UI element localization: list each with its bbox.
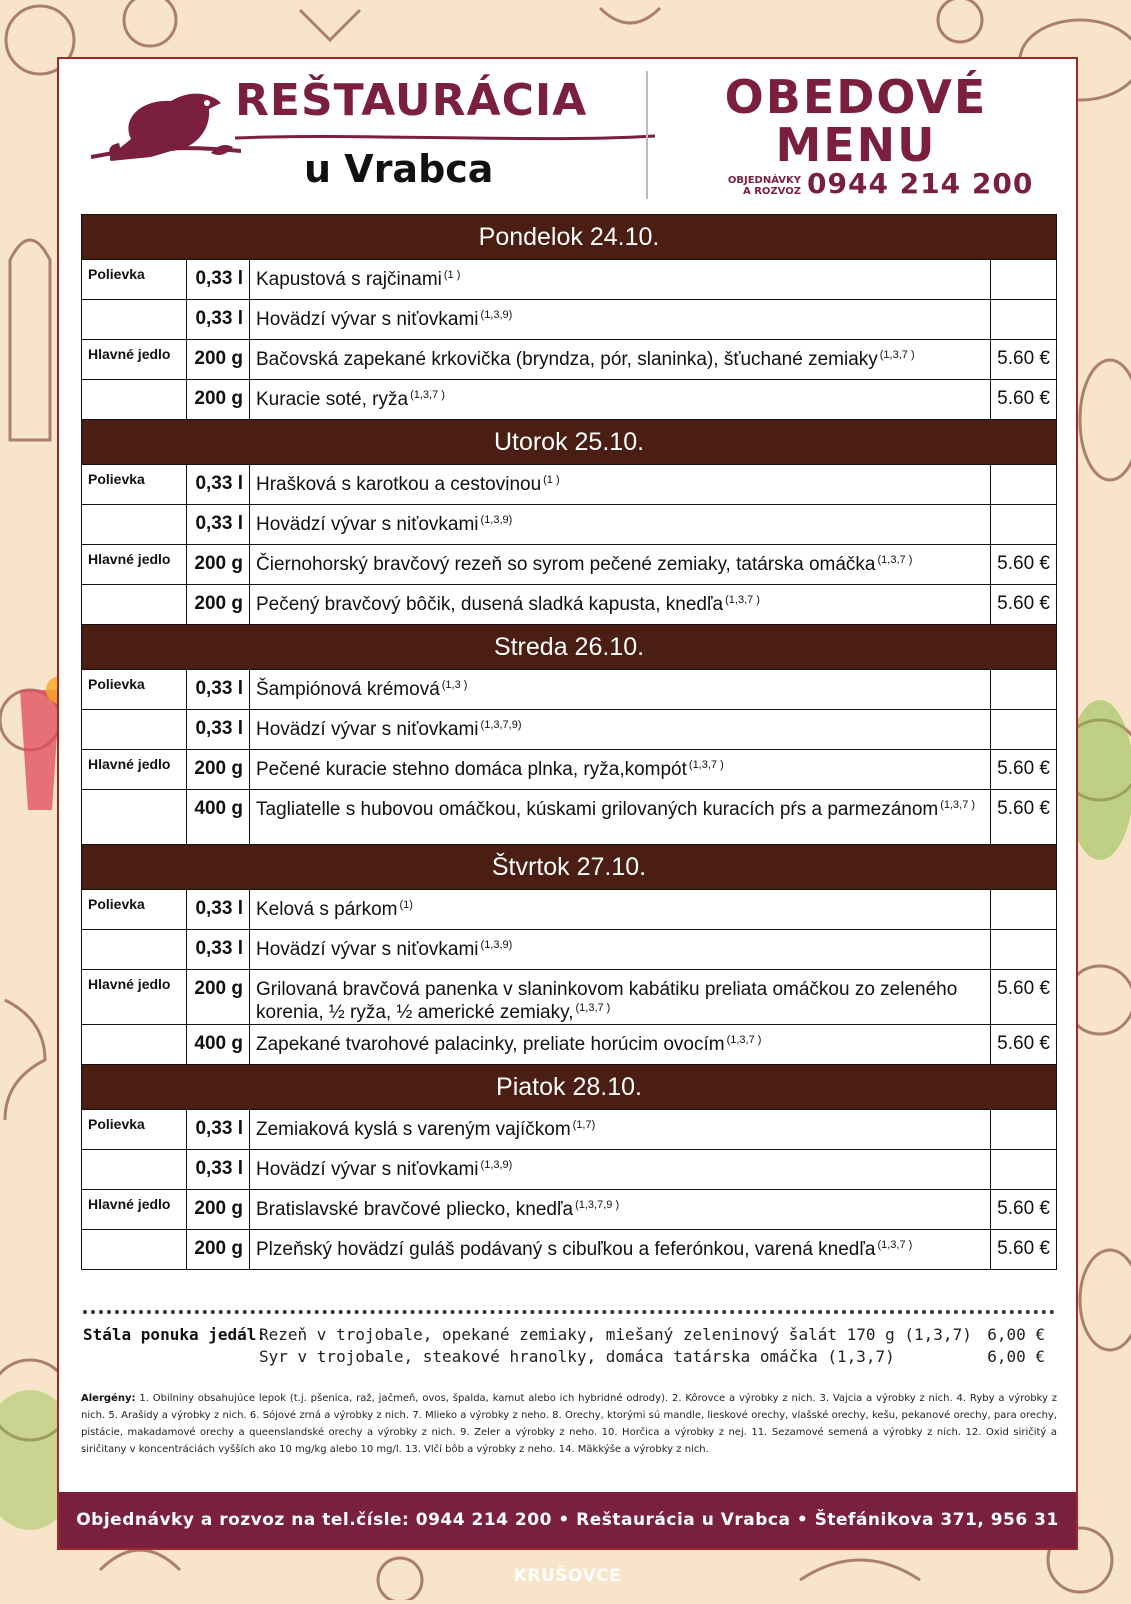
order-label [711,175,801,197]
menu-quantity: 0,33 l [187,1150,250,1190]
menu-row [82,750,1057,790]
order-phone[interactable]: 0944 214 200 [807,167,1034,200]
menu-row [82,380,1057,420]
menu-price: 5.60 € [991,380,1057,420]
menu-header [59,59,1076,211]
allergen-codes: (1,3,7 ) [879,349,915,361]
menu-quantity: 200 g [187,585,250,625]
menu-category: Polievka [82,890,187,930]
menu-dish [250,1150,991,1190]
menu-dish [250,505,991,545]
menu-dish [250,930,991,970]
day-title: Utorok 25.10. [82,420,1057,465]
menu-dish [250,465,991,505]
menu-category: Hlavné jedlo [82,750,187,790]
allergen-codes: (1,3,9) [480,939,513,951]
menu-row [82,1190,1057,1230]
day-title: Pondelok 24.10. [82,215,1057,260]
day-title: Štvrtok 27.10. [82,845,1057,890]
menu-quantity: 200 g [187,1190,250,1230]
menu-dish [250,340,991,380]
standing-offer-item: Rezeň v trojobale, opekané zemiaky, miešaný zeleninový šalát 170 g (1,3,7) [259,1325,972,1344]
menu-quantity: 400 g [187,790,250,845]
allergen-codes: (1,3,7 ) [575,1002,611,1014]
menu-category: Hlavné jedlo [82,970,187,1025]
menu-quantity: 0,33 l [187,260,250,300]
menu-category: Hlavné jedlo [82,545,187,585]
menu-row [82,1025,1057,1065]
allergen-codes: (1,3,7,9) [480,719,522,731]
allergen-codes: (1 ) [543,474,560,486]
allergen-codes: (1,3,9) [480,1159,513,1171]
dish-name: Kapustová s rajčinami [256,269,442,290]
menu-category [82,930,187,970]
menu-quantity: 0,33 l [187,300,250,340]
standing-offer-label: Stála ponuka jedál: [83,1325,267,1344]
menu-category [82,1025,187,1065]
menu-dish [250,1230,991,1270]
dish-name: Kuracie soté, ryža [256,389,409,410]
menu-dish [250,585,991,625]
menu-category [82,505,187,545]
branch-underline-icon [235,131,655,145]
menu-category: Polievka [82,465,187,505]
menu-category [82,710,187,750]
day-header [82,1065,1057,1110]
allergens-legend [81,1390,1057,1458]
day-header [82,420,1057,465]
day-header [82,625,1057,670]
menu-price [991,505,1057,545]
dish-name: Bratislavské bravčové pliecko, knedľa [256,1199,574,1220]
menu-price: 5.60 € [991,750,1057,790]
menu-price: 5.60 € [991,340,1057,380]
allergen-codes: (1,3,7 ) [725,594,760,606]
allergen-codes: (1) [399,899,413,911]
menu-price [991,300,1057,340]
menu-title-line1: OBEDOVÉ [724,70,988,124]
menu-dish [250,1190,991,1230]
dish-name: Šampiónová krémová [256,679,440,700]
menu-row [82,930,1057,970]
allergen-codes: (1,3,7,9 ) [575,1199,620,1211]
menu-dish [250,300,991,340]
menu-quantity: 200 g [187,1230,250,1270]
menu-row [82,790,1057,845]
standing-offer-price: 6,00 € [987,1347,1045,1366]
dish-name: Grilovaná bravčová panenka v slaninkovom kabátiku preliata omáčkou zo zeleného korenia, ½ ryža, ½ americké zemiaky, [256,979,958,1023]
order-label-line1: OBJEDNÁVKY [727,175,801,186]
menu-dish [250,670,991,710]
menu-quantity: 0,33 l [187,930,250,970]
menu-category [82,1150,187,1190]
menu-row [82,465,1057,505]
menu-dish [250,750,991,790]
menu-quantity: 0,33 l [187,1110,250,1150]
menu-price [991,930,1057,970]
allergen-codes: (1,3,7 ) [688,759,724,771]
menu-price: 5.60 € [991,545,1057,585]
menu-category [82,585,187,625]
menu-row [82,970,1057,1025]
dish-name: Kelová s párkom [256,899,398,920]
menu-row [82,545,1057,585]
menu-price [991,260,1057,300]
dish-name: Zemiaková kyslá s vareným vajíčkom [256,1119,571,1140]
menu-dish [250,545,991,585]
allergen-codes: (1,3,7 ) [410,389,445,401]
menu-quantity: 200 g [187,380,250,420]
menu-category [82,1230,187,1270]
day-header [82,215,1057,260]
menu-table [81,214,1057,1270]
dish-name: Hovädzí vývar s niťovkami [256,719,479,740]
menu-price: 5.60 € [991,1190,1057,1230]
dish-name: Zapekané tvarohové palacinky, preliate horúcim ovocím [256,1034,725,1055]
menu-price [991,1150,1057,1190]
menu-category: Polievka [82,260,187,300]
allergen-codes: (1,3,7 ) [726,1034,762,1046]
standing-offer-price: 6,00 € [987,1325,1045,1344]
header-divider [646,71,648,199]
menu-title [671,70,1041,172]
dish-name: Bačovská zapekané krkovička (bryndza, pór, slaninka), šťuchané zemiaky [256,349,878,370]
dish-name: Tagliatelle s hubovou omáčkou, kúskami grilovaných kuracích pŕs a parmezánom [256,799,939,820]
allergen-codes: (1,3 ) [441,679,468,691]
standing-offer-item: Syr v trojobale, steakové hranolky, domáca tatárska omáčka (1,3,7) [259,1347,895,1366]
menu-row [82,505,1057,545]
menu-quantity: 0,33 l [187,465,250,505]
menu-row [82,1110,1057,1150]
menu-sheet [57,57,1078,1586]
dish-name: Čiernohorský bravčový rezeň so syrom pečené zemiaky, tatárska omáčka [256,554,876,575]
menu-row [82,670,1057,710]
menu-quantity: 200 g [187,545,250,585]
allergen-codes: (1,7) [572,1119,596,1131]
allergen-codes: (1,3,7 ) [877,554,913,566]
menu-price: 5.60 € [991,790,1057,845]
menu-quantity: 0,33 l [187,505,250,545]
allergen-codes: (1,3,9) [480,514,513,526]
menu-quantity: 0,33 l [187,710,250,750]
restaurant-name: REŠTAURÁCIA [235,75,588,126]
menu-price [991,670,1057,710]
menu-category [82,300,187,340]
menu-price: 5.60 € [991,970,1057,1025]
menu-title-line2: MENU [775,118,937,172]
menu-quantity: 0,33 l [187,890,250,930]
menu-category [82,380,187,420]
menu-dish [250,1025,991,1065]
allergen-codes: (1,3,7 ) [940,799,976,811]
menu-row [82,1230,1057,1270]
menu-row [82,300,1057,340]
menu-dish [250,710,991,750]
dish-name: Pečený bravčový bôčik, dusená sladká kapusta, knedľa [256,594,724,615]
menu-quantity: 0,33 l [187,670,250,710]
allergen-codes: (1 ) [443,269,461,281]
allergen-codes: (1,3,7 ) [877,1239,913,1251]
menu-price [991,710,1057,750]
menu-quantity: 400 g [187,1025,250,1065]
dish-name: Hovädzí vývar s niťovkami [256,1159,479,1180]
allergens-label: Alergény: [81,1393,136,1404]
order-label-line2: A ROZVOZ [743,186,801,197]
menu-price: 5.60 € [991,1230,1057,1270]
menu-price: 5.60 € [991,585,1057,625]
menu-row [82,710,1057,750]
sparrow-logo-icon [91,79,241,189]
menu-dish [250,1110,991,1150]
day-header [82,845,1057,890]
menu-dish [250,380,991,420]
menu-quantity: 200 g [187,340,250,380]
dish-name: Hrašková s karotkou a cestovinou [256,474,542,495]
dotted-divider [83,1310,1055,1314]
menu-price [991,890,1057,930]
menu-row [82,890,1057,930]
menu-category [82,790,187,845]
menu-price: 5.60 € [991,1025,1057,1065]
dish-name: Hovädzí vývar s niťovkami [256,939,479,960]
menu-dish [250,260,991,300]
menu-dish [250,790,991,845]
menu-category: Polievka [82,670,187,710]
day-title: Streda 26.10. [82,625,1057,670]
menu-row [82,260,1057,300]
menu-row [82,1150,1057,1190]
menu-quantity: 200 g [187,970,250,1025]
restaurant-subtitle: u Vrabca [304,147,494,191]
dish-name: Hovädzí vývar s niťovkami [256,309,479,330]
day-title: Piatok 28.10. [82,1065,1057,1110]
menu-category: Hlavné jedlo [82,1190,187,1230]
allergen-codes: (1,3,9) [480,309,513,321]
dish-name: Hovädzí vývar s niťovkami [256,514,479,535]
dish-name: Pečené kuracie stehno domáca plnka, ryža,kompót [256,759,687,780]
menu-dish [250,890,991,930]
allergens-text: 1. Obilniny obsahujúce lepok (t.j. pšenica, raž, jačmeň, ovos, špalda, kamut alebo ich hybridné odrody). 2. Kôrovce a výrobky z nich. 3. Vajcia a výrobky z nich. 4. Ryby a výrobky z nich. 5. Arašidy a výrobky z nich. 6. Sójové zrná a výrobky z nich. 7. Mlieko a výrobky z neho. 8. Orechy, ktorými sú mandle, lieskové orechy, vlašské orechy, kešu, pekanové orechy, para orechy, pistácie, makadamové orechy a queenslandské orechy a výrobky z nich. 9. Zeler a výrobky z neho. 10. Horčica a výrobky z nej. 11. Sezamové semená a výrobky z nich. 12. Oxid siričitý a siričitany v koncentráciách vyšších ako 10 mg/kg alebo 10 mg/l. 13. Vlčí bôb a výrobky z neho. 14. Mäkkýše a výrobky z nich. [81,1393,1057,1455]
dish-name: Plzeňský hovädzí guláš podávaný s cibuľkou a feferónkou, varená knedľa [256,1239,876,1260]
menu-quantity: 200 g [187,750,250,790]
footer-bar: Objednávky a rozvoz na tel.čísle: 0944 214 200 • Reštaurácia u Vrabca • Štefánikova 371, 956 31 KRUŠOVCE [59,1492,1076,1548]
menu-row [82,340,1057,380]
menu-price [991,1110,1057,1150]
menu-dish [250,970,991,1025]
menu-category: Polievka [82,1110,187,1150]
menu-category: Hlavné jedlo [82,340,187,380]
menu-row [82,585,1057,625]
menu-price [991,465,1057,505]
